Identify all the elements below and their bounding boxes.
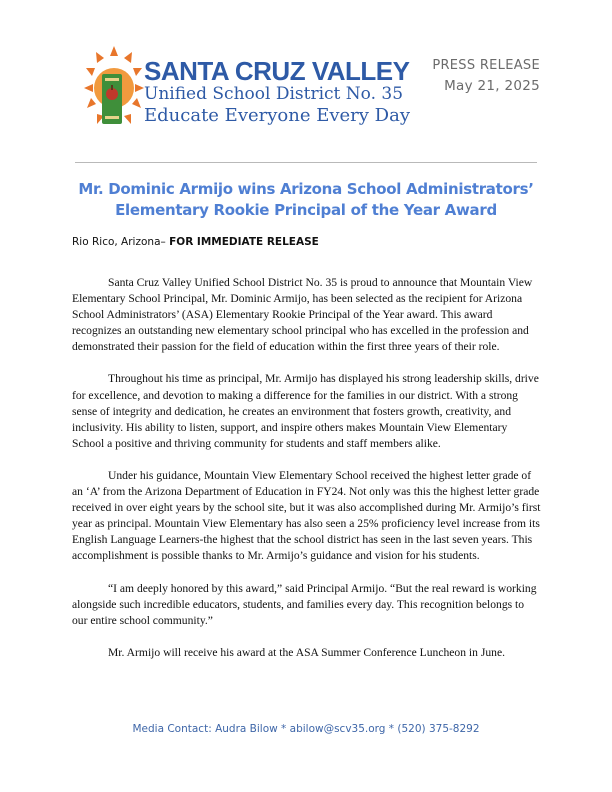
release-notice: FOR IMMEDIATE RELEASE (169, 236, 319, 248)
body-paragraph: Throughout his time as principal, Mr. Armijo has displayed his strong leadership skills, drive for excellence, and devotion to making a difference for the families in our district. With a strong sense of integrity and dedication, he creates an environment that fosters growth, creativity, and inclusivity. His ability to listen, support, and inspire others makes Mountain View Elementary School a positive and thriving community for students and staff members alike. (72, 372, 539, 450)
headline-line-1: Mr. Dominic Armijo wins Arizona School Administrators’ (78, 180, 534, 198)
logo-motto: Educate Everyone Every Day (144, 105, 411, 126)
media-contact: Media Contact: Audra Bilow * abilow@scv35.org * (520) 375-8292 (132, 723, 480, 735)
headline-line-2: Elementary Rookie Principal of the Year Award (115, 201, 497, 219)
district-logo (84, 44, 411, 136)
press-release-date: May 21, 2025 (444, 78, 540, 94)
dateline (72, 236, 319, 248)
dateline-location: Rio Rico, Arizona– (72, 236, 170, 248)
logo-district-name: SANTA CRUZ VALLEY (144, 56, 410, 86)
press-release-body (72, 275, 542, 677)
sun-book-logo-icon (84, 44, 144, 136)
headline (72, 179, 540, 221)
logo-district-number: Unified School District No. 35 (144, 84, 404, 104)
header-divider (75, 162, 537, 163)
press-release-label: PRESS RELEASE (432, 58, 540, 73)
body-paragraph: “I am deeply honored by this award,” said Principal Armijo. “But the real reward is working alongside such incredible educators, students, and families every day. This recognition belongs to our entire school community.” (72, 581, 537, 627)
body-paragraph: Mr. Armijo will receive his award at the ASA Summer Conference Luncheon in June. (108, 645, 505, 659)
body-paragraph: Santa Cruz Valley Unified School District No. 35 is proud to announce that Mountain View Elementary School Principal, Mr. Dominic Armijo, has been selected as the recipient for Arizona School Administrators’ (ASA) Elementary Rookie Principal of the Year award. This award recognizes an outstanding new elementary school principal who has excelled in the profession and demonstrated their passion for the field of education within the first three years of their role. (72, 276, 533, 354)
body-paragraph: Under his guidance, Mountain View Elementary School received the highest letter grade of an ‘A’ from the Arizona Department of Education in FY24. Not only was this the highest letter grade received in over eight years by the school site, but it was also accomplished during Mr. Armijo’s first year as principal. Mountain View Elementary has also seen a 25% proficiency level increase from its English Language Learners-the highest that the school district has seen in the last seven years. This accomplishment is possible thanks to Mr. Armijo’s guidance and vision for his students. (72, 468, 541, 563)
